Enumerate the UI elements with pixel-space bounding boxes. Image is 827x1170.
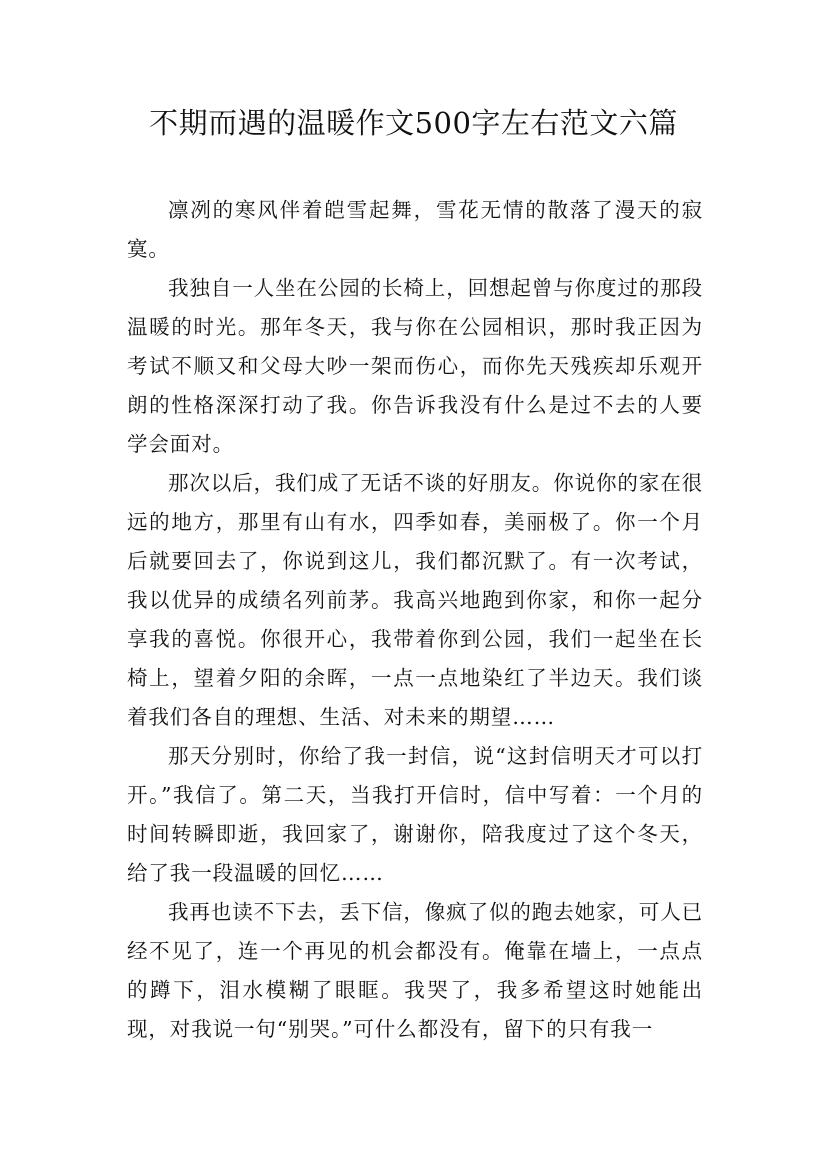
document-title: 不期而遇的温暖作文500字左右范文六篇 <box>149 106 678 140</box>
paragraph-2: 我独自一人坐在公园的长椅上，回想起曾与你度过的那段温暖的时光。那年冬天，我与你在公园相识，那时我正因为考试不顺又和父母大吵一架而伤心，而你先天残疾却乐观开朗的性格深深打动了我。你告诉我没有什么是过不去的人要学会面对。 <box>127 276 703 456</box>
paragraph-4: 那天分别时，你给了我一封信，说“这封信明天才可以打开。”我信了。第二天，当我打开信时，信中写着：一个月的时间转瞬即逝，我回家了，谢谢你，陪我度过了这个冬天，给了我一段温暖的回忆…… <box>127 744 703 885</box>
paragraph-5: 我再也读不下去，丢下信，像疯了似的跑去她家，可人已经不见了，连一个再见的机会都没有。俺靠在墙上，一点点的蹲下，泪水模糊了眼眶。我哭了，我多希望这时她能出现，对我说一句“别哭。”可什么都没有，留下的只有我一 <box>127 900 703 1041</box>
document-body <box>127 191 703 1049</box>
paragraph-1: 凛冽的寒风伴着皑雪起舞，雪花无情的散落了漫天的寂寞。 <box>127 198 703 261</box>
paragraph-3: 那次以后，我们成了无话不谈的好朋友。你说你的家在很远的地方，那里有山有水，四季如春，美丽极了。你一个月后就要回去了，你说到这儿，我们都沉默了。有一次考试，我以优异的成绩名列前茅。我高兴地跑到你家，和你一起分享我的喜悦。你很开心，我带着你到公园，我们一起坐在长椅上，望着夕阳的余晖，一点一点地染红了半边天。我们谈着我们各自的理想、生活、对未来的期望…… <box>127 471 703 729</box>
